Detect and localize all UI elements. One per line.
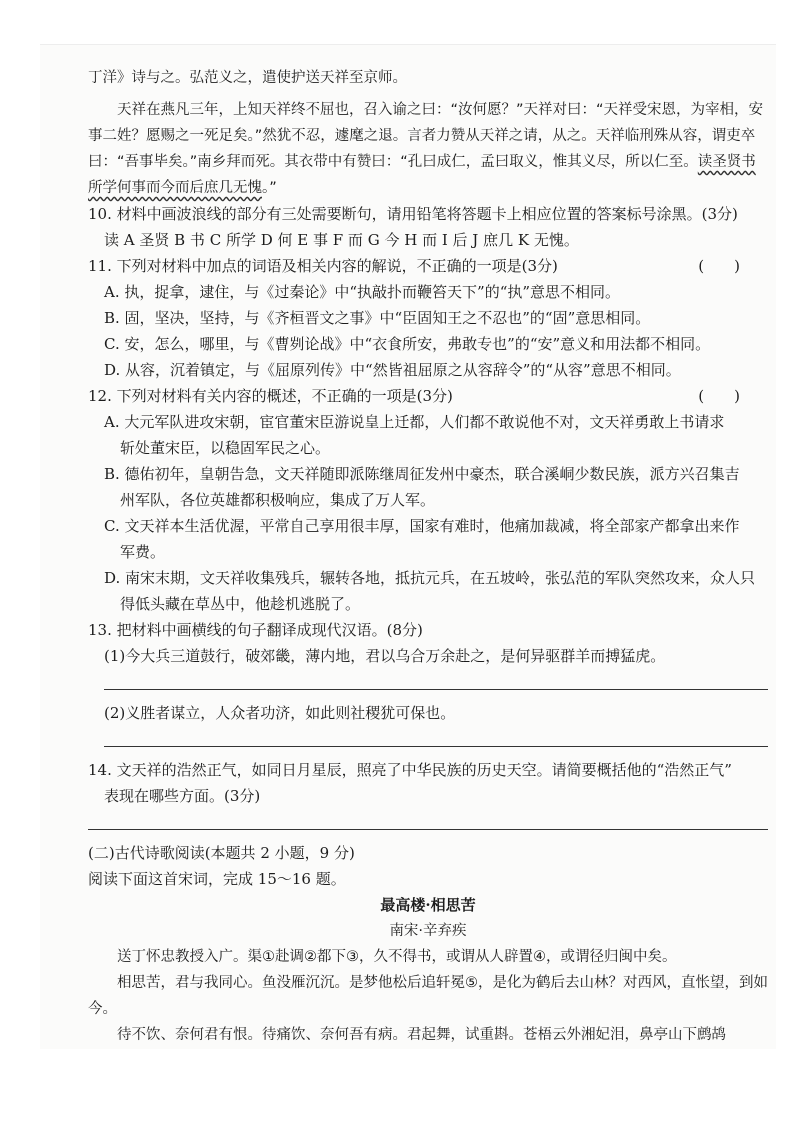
answer-bracket: ( ) bbox=[698, 257, 740, 275]
option-c-text: C. 文天祥本生活优渥，平常自己享用很丰厚，国家有难时，他痛加裁减，将全部家产都拿出来作 bbox=[104, 517, 740, 535]
wavy-underlined-text: 读圣贤书所学何事而今而后庶几无愧 bbox=[88, 154, 756, 196]
option-a-text: A. 大元军队进攻宋朝，宦官董宋臣游说皇上迁都，人们都不敢说他不对，文天祥勇敢上书请求 bbox=[104, 413, 725, 431]
question-14: 14. 文天祥的浩然正气，如同日月星辰，照亮了中华民族的历史天空。请简要概括他的“浩然正气” bbox=[88, 761, 732, 779]
answer-line[interactable] bbox=[104, 669, 768, 690]
answer-bracket: ( ) bbox=[698, 387, 740, 405]
exam-page bbox=[40, 44, 776, 1049]
passage-text-end: 。” bbox=[262, 180, 277, 196]
passage-line: 丁洋》诗与之。弘范义之，遣使护送天祥至京师。 bbox=[88, 70, 407, 86]
question-12 bbox=[88, 383, 768, 409]
question-10-line: 读 A 圣贤 B 书 C 所学 D 何 E 事 F 而 G 今 H 而 I 后 J 庶几 K 无愧。 bbox=[104, 231, 579, 249]
question-11 bbox=[88, 253, 768, 279]
option-b-cont: 州军队，各位英雄都积极响应，集成了万人军。 bbox=[120, 491, 436, 509]
question-11-text: 11. 下列对材料中加点的词语及相关内容的解说，不正确的一项是(3分) bbox=[88, 257, 558, 275]
passage-text: 天祥在燕凡三年，上知天祥终不屈也，召入谕之曰：“汝何愿？”天祥对曰：“天祥受宋恩，为宰相，安事二姓？愿赐之一死足矣。”然犹不忍，遽麾之退。言者力赞从天祥之请，从之。天祥临刑殊从容，谓吏卒曰：“吾事毕矣。”南乡拜而死。其衣带中有赞曰：“孔曰成仁，孟曰取义，惟其义尽，所以仁至。 bbox=[88, 102, 764, 170]
poem-verse: 相思苦，君与我同心。鱼没雁沉沉。是梦他松后追轩冕⑤，是化为鹤后去山林？对西风，直怅望，到如今。 bbox=[88, 975, 768, 1017]
section-heading: (二)古代诗歌阅读(本题共 2 小题，9 分) bbox=[88, 844, 355, 862]
option-a-cont: 斩处董宋臣，以稳固军民之心。 bbox=[120, 439, 331, 457]
option-c-cont: 军费。 bbox=[120, 543, 166, 561]
option-b bbox=[88, 461, 768, 513]
answer-line[interactable] bbox=[88, 809, 768, 830]
option-d bbox=[88, 565, 768, 617]
option-b: B. 固，坚决，坚持，与《齐桓晋文之事》中“臣固知王之不忍也”的“固”意思相同。 bbox=[104, 309, 651, 327]
question-10: 10. 材料中画波浪线的部分有三处需要断句，请用铅笔将答题卡上相应位置的答案标号涂黑。(3分) bbox=[88, 205, 738, 223]
option-a: A. 执，捉拿，逮住，与《过秦论》中“执敲扑而鞭笞天下”的“执”意思不相同。 bbox=[104, 283, 621, 301]
question-14-cont: 表现在哪些方面。(3分) bbox=[104, 787, 261, 805]
option-a bbox=[88, 409, 768, 461]
poem-preface: 送丁怀忠教授入广。渠①赴调②都下③，久不得书，或谓从人辟置④，或谓径归闽中矣。 bbox=[117, 949, 677, 965]
option-b-text: B. 德佑初年，皇朝告急，文天祥随即派陈继周征发州中豪杰，联合溪峒少数民族，派方兴召集吉 bbox=[104, 465, 740, 483]
sentence-1: (1)今大兵三道鼓行，破郊畿，薄内地，君以乌合万余赴之，是何异驱群羊而搏猛虎。 bbox=[104, 647, 666, 665]
option-d: D. 从容，沉着镇定，与《屈原列传》中“然皆祖屈原之从容辞令”的“从容”意思不相同。 bbox=[104, 361, 681, 379]
passage-paragraph bbox=[88, 97, 768, 201]
poem-title: 最高楼·相思苦 bbox=[380, 896, 476, 914]
page-content bbox=[88, 65, 768, 1048]
option-d-text: D. 南宋末期，文天祥收集残兵，辗转各地，抵抗元兵，在五坡岭，张弘范的军队突然攻来，众人只 bbox=[104, 569, 756, 587]
poem-author: 南宋·辛弃疾 bbox=[389, 923, 467, 939]
option-c: C. 安，怎么，哪里，与《曹刿论战》中“衣食所安，弗敢专也”的“安”意义和用法都不相同。 bbox=[104, 335, 711, 353]
question-12-text: 12. 下列对材料有关内容的概述，不正确的一项是(3分) bbox=[88, 387, 453, 405]
option-d-cont: 得低头藏在草丛中，他趁机逃脱了。 bbox=[120, 595, 361, 613]
sentence-2: (2)义胜者谋立，人众者功济，如此则社稷犹可保也。 bbox=[104, 704, 456, 722]
poem-verse: 待不饮、奈何君有恨。待痛饮、奈何吾有病。君起舞，试重斟。苍梧云外湘妃泪，鼻亭山下鹧鸪 bbox=[117, 1027, 726, 1043]
answer-line[interactable] bbox=[104, 726, 768, 747]
question-13: 13. 把材料中画横线的句子翻译成现代汉语。(8分) bbox=[88, 621, 423, 639]
option-c bbox=[88, 513, 768, 565]
section-intro: 阅读下面这首宋词，完成 15～16 题。 bbox=[88, 870, 346, 888]
